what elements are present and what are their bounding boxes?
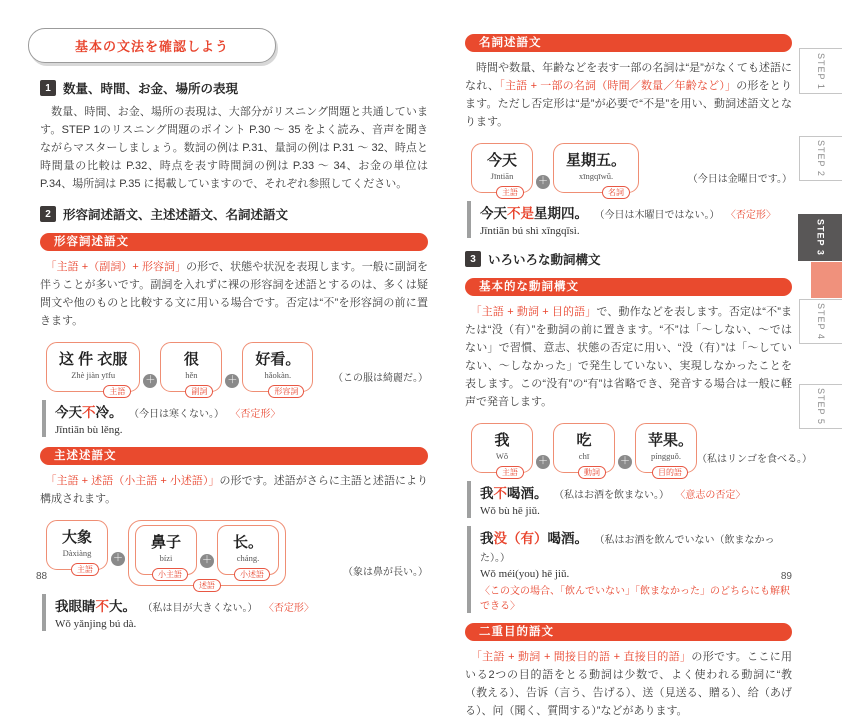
example-japanese: （今日は木曜日ではない。） bbox=[594, 210, 720, 221]
plus-icon: ＋ bbox=[202, 555, 212, 566]
unit-chinese: 苹果。 bbox=[648, 432, 694, 449]
example-line bbox=[480, 527, 792, 566]
subsection-badge-adjective-predicate: 形容詞述語文 bbox=[40, 233, 428, 251]
sentence-structure-diagram bbox=[471, 423, 812, 477]
unit-pinyin: cháng. bbox=[236, 553, 260, 563]
tab-step-5: STEP 5 bbox=[799, 384, 842, 429]
double-object-body: 「主語 + 動詞 + 間接目的語 + 直接目的語」の形です。ここに用いる2つの目的語をとる動詞は少数で、よく使われる動詞に“教（教える）、告诉（言う、告げる）、送（見送る、贈る）、给（あげる）、问（聞く、質問する）”などがあります。 bbox=[465, 651, 793, 717]
page-title: 基本の文法を確認しよう bbox=[28, 28, 276, 63]
example-japanese: （私はお酒を飲んでいない（飲まなかった）。） bbox=[480, 535, 775, 564]
unit-chinese: 长。 bbox=[232, 534, 263, 551]
unit-pinyin: xīngqīwǔ. bbox=[578, 171, 614, 181]
subsection-badge-subject-predicate: 主述述語文 bbox=[40, 447, 428, 465]
unit-role-tag: 小主語 bbox=[152, 568, 188, 581]
unit-role-tag: 目的語 bbox=[652, 466, 688, 479]
unit-pinyin: Jīntiān bbox=[490, 171, 514, 181]
example-pinyin: Wǒ bù hē jiǔ. bbox=[480, 505, 540, 517]
grammar-unit bbox=[46, 520, 108, 574]
unit-chinese: 吃 bbox=[576, 432, 592, 449]
example-body bbox=[480, 481, 745, 518]
example-line bbox=[480, 202, 776, 223]
unit-pinyin: Dàxiàng bbox=[62, 548, 92, 558]
example-marker-bar bbox=[42, 400, 46, 437]
example-line bbox=[480, 482, 745, 503]
section-2-title: 形容詞述語文、主述述語文、名詞述語文 bbox=[63, 208, 289, 222]
section-1-title: 数量、時間、お金、場所の表現 bbox=[63, 82, 239, 96]
predicate-group bbox=[128, 520, 286, 590]
example-note: 〈意志の否定〉 bbox=[675, 490, 746, 501]
unit-chinese: 好看。 bbox=[255, 351, 301, 368]
grammar-unit bbox=[553, 143, 639, 197]
unit-role-tag: 主語 bbox=[103, 385, 131, 398]
tab-step-2: STEP 2 bbox=[799, 136, 842, 181]
diagram-caption: （象は鼻が長い。） bbox=[343, 567, 428, 578]
grammar-unit bbox=[160, 342, 222, 396]
example-marker-bar bbox=[467, 201, 471, 238]
unit-chinese: 很 bbox=[183, 351, 199, 368]
plus-icon: ＋ bbox=[620, 456, 630, 467]
example-line bbox=[55, 401, 280, 422]
diagram-caption: （この服は綺麗だ。） bbox=[333, 373, 428, 384]
example-pinyin: Jīntiān bù lěng. bbox=[55, 424, 123, 436]
active-step-marker bbox=[811, 262, 842, 298]
unit-pinyin: chī bbox=[578, 451, 590, 461]
unit-pinyin: Zhè jiàn yīfu bbox=[71, 370, 116, 380]
unit-chinese: 鼻子 bbox=[150, 534, 181, 551]
unit-pinyin: hǎokàn. bbox=[264, 370, 292, 380]
example-japanese: （私はお酒を飲まない。） bbox=[553, 490, 669, 501]
example-body bbox=[55, 594, 314, 631]
plus-icon: ＋ bbox=[538, 176, 548, 187]
page-number-left: 88 bbox=[36, 571, 48, 582]
example-note: 〈否定形〉 bbox=[725, 210, 776, 221]
subsection-badge-basic-verb: 基本的な動詞構文 bbox=[465, 278, 792, 296]
section-3-heading bbox=[465, 250, 792, 268]
grammar-unit bbox=[635, 423, 697, 477]
example-body bbox=[55, 400, 280, 437]
unit-role-tag: 小述語 bbox=[234, 568, 270, 581]
diagram-caption: （私はリンゴを食べる。） bbox=[697, 454, 812, 465]
noun-predicate-body: 時間や数量、年齢などを表す一部の名詞は“是”がなくても述語になれ、「主語 + 一部の名詞（時間／数量／年齢など）」の形をとります。ただし否定形は“是”が必要で“不是”を用い、動詞述語文となります。 bbox=[465, 62, 792, 128]
grammar-unit bbox=[471, 423, 533, 477]
example-pinyin: Wǒ méi(you) hē jiǔ. bbox=[480, 568, 570, 580]
plus-icon: ＋ bbox=[227, 375, 238, 386]
tab-step-1: STEP 1 bbox=[799, 48, 842, 94]
tab-step-3-active: STEP 3 bbox=[798, 214, 842, 261]
example-japanese: （今日は寒くない。） bbox=[128, 409, 224, 420]
diagram-caption: （今日は金曜日です。） bbox=[687, 174, 792, 185]
example-japanese: （私は目が大きくない。） bbox=[142, 603, 258, 614]
example-pinyin: Jīntiān bú shì xīngqīsì. bbox=[480, 225, 580, 237]
page-left bbox=[40, 28, 428, 637]
example-body bbox=[480, 526, 792, 613]
example-block bbox=[467, 526, 792, 613]
grammar-unit bbox=[46, 342, 140, 396]
section-1-body: 数量、時間、お金、場所の表現は、大部分がリスニング問題と共通しています。STEP 1のリスニング問題のポイント P.30 〜 35 をよく読み、音声を聞きながらマスターしましょう。数詞の例は P.31、量詞の例は P.31 〜 32、時点と時間量の比較は P.32、時点を表す時間詞の例は P.33 〜 34、お金の単位は P.34、場所詞は P.35 に掲載していますので、それぞれ参照してください。 bbox=[40, 106, 428, 190]
unit-role-tag: 主語 bbox=[496, 466, 524, 479]
section-3-title: いろいろな動詞構文 bbox=[488, 253, 601, 267]
unit-chinese: 这 件 衣服 bbox=[59, 351, 128, 368]
example-block bbox=[467, 201, 792, 238]
grammar-unit bbox=[242, 342, 313, 396]
unit-role-tag: 副詞 bbox=[185, 385, 213, 398]
section-number-icon: 3 bbox=[465, 251, 481, 267]
unit-chinese: 我 bbox=[494, 432, 510, 449]
unit-chinese: 大象 bbox=[61, 529, 92, 546]
example-body bbox=[480, 201, 776, 238]
grammar-unit bbox=[217, 525, 279, 579]
page-right bbox=[465, 24, 812, 728]
sentence-structure-diagram bbox=[471, 143, 792, 197]
example-note: 〈否定形〉 bbox=[263, 603, 314, 614]
tab-step-4: STEP 4 bbox=[799, 299, 842, 344]
unit-role-tag: 主語 bbox=[71, 563, 99, 576]
unit-role-tag: 動詞 bbox=[578, 466, 606, 479]
example-chinese: 今天不是星期四。 bbox=[480, 206, 588, 221]
group-role-tag: 述語 bbox=[193, 579, 221, 592]
sentence-structure-diagram bbox=[46, 342, 428, 396]
plus-icon: ＋ bbox=[145, 375, 156, 386]
example-line bbox=[55, 595, 314, 616]
unit-pinyin: bízi bbox=[159, 553, 173, 563]
unit-role-tag: 名詞 bbox=[602, 186, 630, 199]
unit-role-tag: 主語 bbox=[496, 186, 524, 199]
example-pinyin: Wǒ yǎnjing bú dà. bbox=[55, 618, 137, 630]
subsection-badge-noun-predicate: 名詞述語文 bbox=[465, 34, 792, 52]
subsection-badge-double-object: 二重目的語文 bbox=[465, 623, 792, 641]
section-1-heading bbox=[40, 79, 428, 97]
example-block bbox=[42, 400, 428, 437]
unit-chinese: 今天 bbox=[486, 152, 517, 169]
example-marker-bar bbox=[42, 594, 46, 631]
unit-pinyin: Wǒ bbox=[495, 451, 509, 461]
example-marker-bar bbox=[467, 526, 471, 613]
unit-pinyin: hěn bbox=[185, 370, 198, 380]
unit-role-tag: 形容詞 bbox=[268, 385, 304, 398]
subject-predicate-body: 「主語 + 述語（小主語 + 小述語）」の形です。述語がさらに主語と述語により構成されます。 bbox=[40, 475, 429, 505]
example-chinese: 我不喝酒。 bbox=[480, 486, 548, 501]
example-remark: 〈この文の場合、「飲んでいない」「飲まなかった」のどちらにも解釈できる〉 bbox=[480, 586, 790, 612]
section-2-heading bbox=[40, 205, 428, 223]
section-number-icon: 2 bbox=[40, 206, 56, 222]
sentence-structure-diagram bbox=[46, 520, 428, 590]
example-chinese: 我没（有）喝酒。 bbox=[480, 531, 588, 546]
example-marker-bar bbox=[467, 481, 471, 518]
example-chinese: 我眼睛不大。 bbox=[55, 599, 136, 614]
basic-verb-body: 「主語 + 動詞 + 目的語」で、動作などを表します。否定は“不”または“没（有）”を動詞の前に置きます。“不”は「〜しない、〜ではない」で習慣、意志、状態の否定に用い、“没（有）”は「〜していない、〜しなかった」で発生していない、実現しなかったことを表します。この“没有”の“有”は省略でき、発音する場合は一般に軽声で発音します。 bbox=[465, 306, 793, 408]
plus-icon: ＋ bbox=[113, 553, 123, 564]
adjective-predicate-body: 「主語 +（副詞）+ 形容詞」の形で、状態や状況を表現します。一般に副詞を伴うことが多いです。副詞を入れずに裸の形容詞を述語とするのは、多くは疑問文や他のものと比較する文に用いる場合です。否定は“不”を形容詞の前に置きます。 bbox=[40, 261, 428, 327]
grammar-unit bbox=[553, 423, 615, 477]
grammar-unit bbox=[135, 525, 197, 579]
page-number-right: 89 bbox=[780, 571, 792, 582]
unit-pinyin: píngguǒ. bbox=[651, 451, 681, 461]
example-chinese: 今天不冷。 bbox=[55, 405, 123, 420]
grammar-unit bbox=[471, 143, 533, 197]
unit-chinese: 星期五。 bbox=[566, 152, 627, 169]
example-block bbox=[467, 481, 792, 518]
example-block bbox=[42, 594, 428, 631]
example-note: 〈否定形〉 bbox=[230, 409, 281, 420]
plus-icon: ＋ bbox=[538, 456, 548, 467]
section-number-icon: 1 bbox=[40, 80, 56, 96]
